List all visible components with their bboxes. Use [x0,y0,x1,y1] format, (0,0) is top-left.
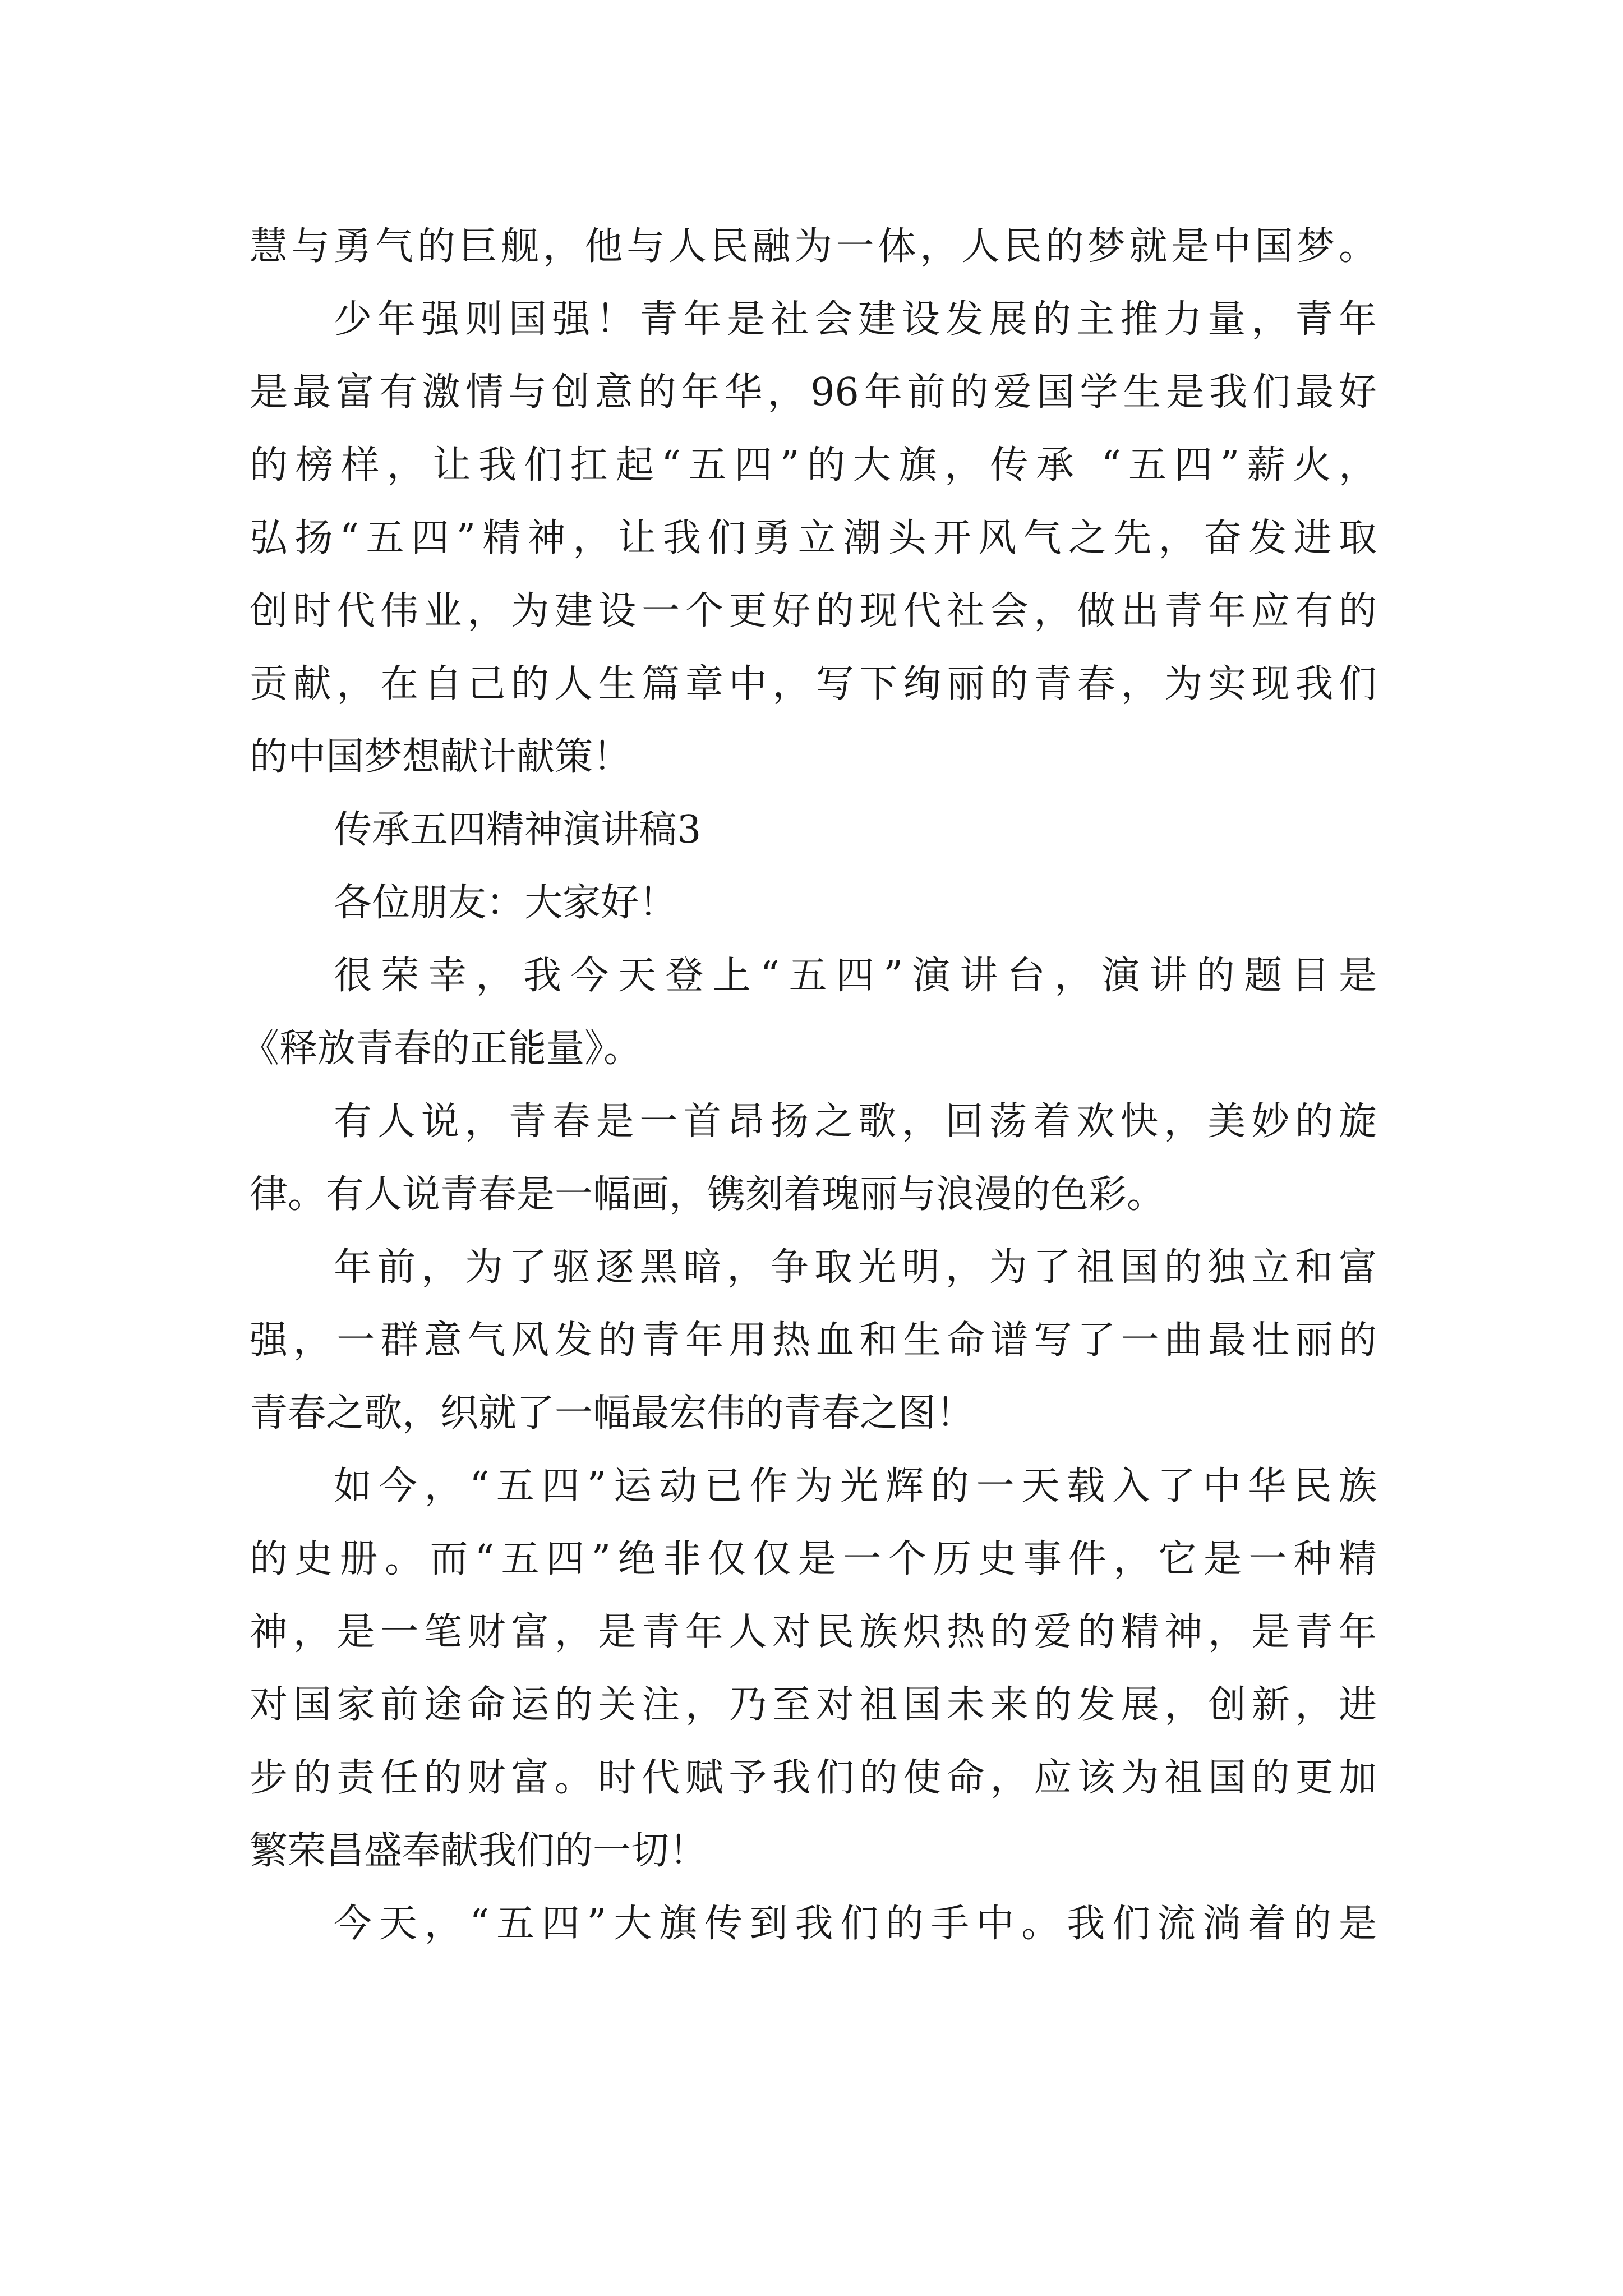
paragraph-first-line: 很荣幸，我今天登上“五四”演讲台，演讲的题目是 [334,954,1377,998]
text-line: 青春之歌，织就了一幅最宏伟的青春之图！ [250,1391,975,1435]
text-line: 创时代伟业，为建设一个更好的现代社会，做出青年应有的 [250,589,1377,633]
text-line: 对国家前途命运的关注，乃至对祖国未来的发展，创新，进 [250,1683,1377,1727]
text-line: 步的责任的财富。时代赋予我们的使命，应该为祖国的更加 [250,1756,1377,1800]
text-line: 繁荣昌盛奉献我们的一切！ [250,1829,708,1873]
text-line: 的中国梦想献计献策！ [250,735,631,779]
text-line: 神，是一笔财富，是青年人对民族炽热的爱的精神，是青年 [250,1610,1377,1654]
text-line: 是最富有激情与创意的年华，96年前的爱国学生是我们最好 [250,370,1377,415]
paragraph-first-line: 有人说，青春是一首昂扬之歌，回荡着欢快，美妙的旋 [334,1099,1377,1144]
text-line: 的史册。而“五四”绝非仅仅是一个历史事件，它是一种精 [250,1537,1377,1581]
text-line: 律。有人说青春是一幅画，镌刻着瑰丽与浪漫的色彩。 [250,1172,1165,1217]
speech-title: 《释放青春的正能量》。 [241,1027,642,1071]
paragraph-first-line: 今天，“五四”大旗传到我们的手中。我们流淌着的是 [334,1902,1377,1946]
text-line: 贡献，在自己的人生篇章中，写下绚丽的青春，为实现我们 [250,662,1377,706]
section-heading: 传承五四精神演讲稿3 [334,808,702,852]
paragraph-first-line: 年前，为了驱逐黑暗，争取光明，为了祖国的独立和富 [334,1245,1377,1290]
text-line: 弘扬“五四”精神，让我们勇立潮头开风气之先，奋发进取 [250,516,1377,560]
paragraph-first-line: 如今，“五四”运动已作为光辉的一天载入了中华民族 [334,1464,1377,1508]
text-line: 强，一群意气风发的青年用热血和生命谱写了一曲最壮丽的 [250,1318,1377,1363]
paragraph-first-line: 少年强则国强！青年是社会建设发展的主推力量，青年 [334,297,1377,342]
text-line: 的榜样，让我们扛起“五四”的大旗，传承 “五四”薪火， [250,443,1377,487]
text-line: 慧与勇气的巨舰，他与人民融为一体，人民的梦就是中国梦。 [250,224,1377,269]
salutation: 各位朋友：大家好！ [334,881,677,925]
